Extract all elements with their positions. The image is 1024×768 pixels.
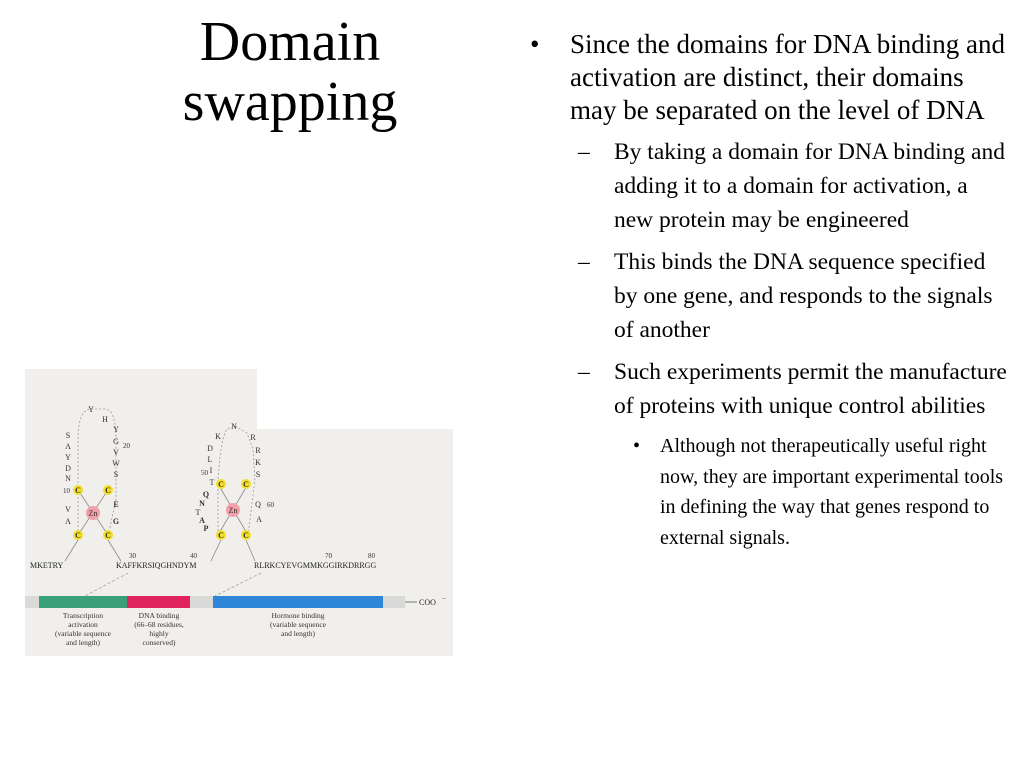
position-number: 80 [368, 552, 375, 560]
residue: Y [113, 425, 119, 434]
residue: T [195, 508, 201, 517]
sub-bullet-item [530, 355, 1010, 423]
domain-segment-hinge [190, 596, 213, 608]
residue: K [255, 458, 261, 467]
cysteine-label: C [243, 531, 249, 540]
residue: G [113, 437, 119, 446]
title-line-2: swapping [182, 71, 398, 133]
zinc-label: Zn [228, 506, 238, 515]
sequence-left: MKETRY [30, 561, 64, 570]
slide-title [150, 12, 430, 132]
residue: K [215, 432, 221, 441]
residue: D [65, 464, 71, 473]
bullet-dot-icon: • [530, 29, 540, 59]
sub-bullet-text: This binds the DNA sequence specified by one gene, and responds to the signals of another [614, 249, 993, 343]
position-number: 40 [190, 552, 197, 560]
bullet-dot-icon: • [633, 435, 641, 457]
domain-bar [25, 595, 446, 608]
residue: Y [88, 405, 94, 414]
residue: N [231, 422, 237, 431]
residue: A [256, 515, 262, 524]
sub-bullet-text: By taking a domain for DNA binding and adding it to a domain for activation, a new protein may be engineered [614, 139, 1005, 233]
residue: N [65, 474, 71, 483]
position-number: 60 [267, 501, 274, 509]
label-dna-3: highly [149, 629, 169, 638]
cysteine-label: C [75, 531, 81, 540]
zinc-finger-figure [25, 369, 453, 656]
cysteine-label: C [75, 486, 81, 495]
label-hormone-3: and length) [281, 629, 315, 638]
residue: S [65, 431, 71, 440]
residue: R [250, 433, 256, 442]
residue: V [65, 505, 71, 514]
dash-icon: – [578, 359, 590, 385]
residue: I [209, 466, 213, 475]
residue: H [102, 415, 108, 424]
zinc-label: Zn [88, 509, 98, 518]
sub-bullet-item [530, 245, 1010, 347]
cysteine-label: C [105, 486, 111, 495]
residue: G [112, 517, 120, 526]
position-number: 70 [325, 552, 332, 560]
domain-segment-c-term [383, 596, 405, 608]
residue: Q [202, 490, 210, 499]
residue: E [113, 500, 119, 509]
residue: N [199, 499, 205, 508]
residue: A [65, 442, 71, 451]
residue: D [207, 444, 213, 453]
label-transcription-1: Transcription [62, 611, 104, 620]
dash-icon: – [578, 249, 590, 275]
residue: L [207, 455, 213, 464]
position-number: 10 [63, 487, 70, 495]
residue: P [203, 524, 209, 533]
position-number: 20 [123, 442, 130, 450]
dash-icon: – [578, 139, 590, 165]
bullet-item [530, 28, 1010, 127]
residue: W [112, 459, 120, 468]
position-number: 30 [129, 552, 136, 560]
sub-sub-bullet-text: Although not therapeutically useful right now, they are important experimental tools in defining the way that genes respond to external signals. [660, 435, 1004, 549]
residue: R [255, 446, 261, 455]
sub-bullet-item [530, 135, 1010, 237]
cysteine-label: C [105, 531, 111, 540]
residue: A [65, 517, 71, 526]
bullet-list [530, 28, 1010, 553]
domain-segment-n-term [25, 596, 39, 608]
sub-bullet-text: Such experiments permit the manufacture of proteins with unique control abilities [614, 359, 1007, 419]
residue: S [113, 470, 119, 479]
domain-segment-dna-binding [127, 596, 190, 608]
domain-segment-hormone [213, 596, 383, 608]
label-transcription-3: (variable sequence [54, 629, 112, 638]
residue: A [199, 516, 205, 525]
zinc-finger-diagram [25, 369, 453, 656]
label-transcription-2: activation [68, 620, 98, 629]
sequence-middle: KAFFKRSIQGHNDYM [116, 561, 197, 570]
sub-sub-bullet-item [530, 431, 1010, 553]
label-dna-2: (66–68 residues, [134, 620, 184, 629]
cysteine-label: C [218, 531, 224, 540]
position-number: 50 [201, 469, 208, 477]
carboxyl-terminus-label: COO [419, 598, 436, 607]
residue: Q [255, 500, 261, 509]
label-hormone-2: (variable sequence [269, 620, 327, 629]
residue: S [255, 470, 261, 479]
sequence-right: RLRKCYEVGMMKGGIRKDRRGG [254, 561, 377, 570]
cysteine-label: C [218, 480, 224, 489]
bullet-text: Since the domains for DNA binding and activation are distinct, their domains may be separated on the level of DNA [570, 29, 1005, 125]
label-dna-4: conserved) [142, 638, 176, 647]
title-line-1: Domain [199, 11, 381, 73]
charge-sign: − [442, 595, 446, 603]
label-transcription-4: and length) [66, 638, 100, 647]
domain-segment-activation [39, 596, 127, 608]
label-dna-1: DNA binding [138, 611, 180, 620]
cysteine-label: C [243, 480, 249, 489]
residue: T [209, 478, 215, 487]
label-hormone-1: Hormone binding [271, 611, 325, 620]
residue: Y [65, 453, 71, 462]
residue: V [113, 448, 119, 457]
